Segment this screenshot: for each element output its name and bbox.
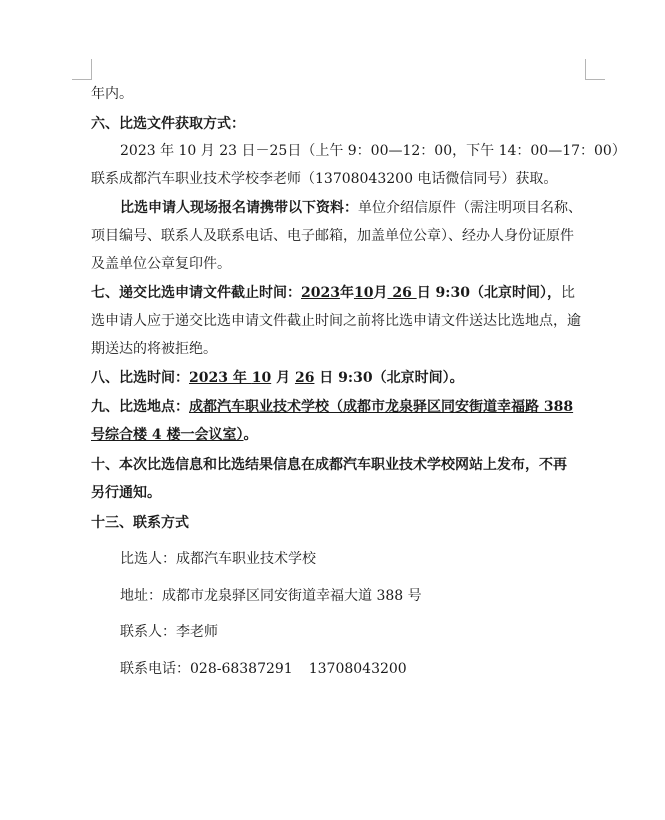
section-6-requirements-line-3: 及盖单位公章复印件。: [91, 256, 231, 272]
contact-phone: [120, 659, 407, 679]
section-9-end: 。: [243, 427, 258, 443]
section-7-line-3: 期送达的将被拒绝。: [91, 341, 217, 357]
contact-phone-landline: 028-68387291: [190, 661, 293, 677]
deadline-day: 26: [387, 285, 417, 301]
section-10-line-1: 十、本次比选信息和比选结果信息在成都汽车职业技术学校网站上发布，不再: [91, 457, 567, 473]
deadline-month-unit: 月: [373, 285, 388, 301]
selection-month-unit: 月: [271, 370, 295, 386]
contact-person: 联系人：李老师: [120, 624, 218, 640]
deadline-time: 日 9:30（北京时间），: [416, 285, 561, 301]
section-7-label: 七、递交比选申请文件截止时间：: [91, 285, 301, 301]
selection-location-room: 号综合楼 4 楼一会议室）: [91, 427, 244, 443]
contact-phone-mobile: 13708043200: [308, 661, 407, 677]
selection-year: 2023 年: [189, 370, 252, 386]
selection-month: 10: [251, 370, 272, 386]
section-9-label: 九、比选地点：: [91, 399, 189, 415]
section-13-heading: 十三、联系方式: [91, 515, 189, 531]
requirements-text: 单位介绍信原件（需注明项目名称、: [358, 200, 582, 216]
section-6-time: 2023 年 10 月 23 日－25日（上午 9：00—12：00，下午 14：00—17：00）: [120, 143, 626, 159]
section-8-label: 八、比选时间：: [91, 370, 189, 386]
section-7-line-2: 选申请人应于递交比选申请文件截止时间之前将比选申请文件送达比选地点，逾: [91, 313, 581, 329]
requirements-lead: 比选申请人现场报名请携带以下资料：: [120, 200, 358, 216]
deadline-year: 2023: [301, 285, 340, 301]
crop-mark-top-left: [72, 59, 92, 80]
deadline-year-unit: 年: [339, 285, 354, 301]
section-6-requirements-line-2: 项目编号、联系人及联系电话、电子邮箱，加盖单位公章）、经办人身份证原件: [91, 228, 574, 244]
continued-line: 年内。: [91, 86, 133, 102]
section-8: [91, 368, 464, 388]
selection-day: 26: [294, 370, 315, 386]
section-7-line-1: [91, 283, 575, 303]
deadline-month: 10: [353, 285, 374, 301]
section-6-requirements-line-1: [120, 198, 582, 218]
section-7-continuation: 比: [560, 285, 575, 301]
contact-organization: 比选人：成都汽车职业技术学校: [120, 551, 316, 567]
section-9-line-2: [91, 425, 258, 445]
crop-mark-top-right: [585, 59, 605, 80]
section-6-contact: 联系成都汽车职业技术学校李老师（13708043200 电话微信同号）获取。: [91, 171, 558, 187]
section-9-line-1: [91, 397, 573, 417]
contact-phone-label: 联系电话：: [120, 661, 190, 677]
selection-time: 日 9:30（北京时间）。: [314, 370, 464, 386]
contact-address: 地址：成都市龙泉驿区同安街道幸福大道 388 号: [120, 588, 422, 604]
section-10-line-2: 另行通知。: [91, 485, 161, 501]
selection-location: 成都汽车职业技术学校（成都市龙泉驿区同安街道幸福路 388: [189, 399, 574, 415]
section-6-heading: 六、比选文件获取方式：: [91, 116, 245, 132]
